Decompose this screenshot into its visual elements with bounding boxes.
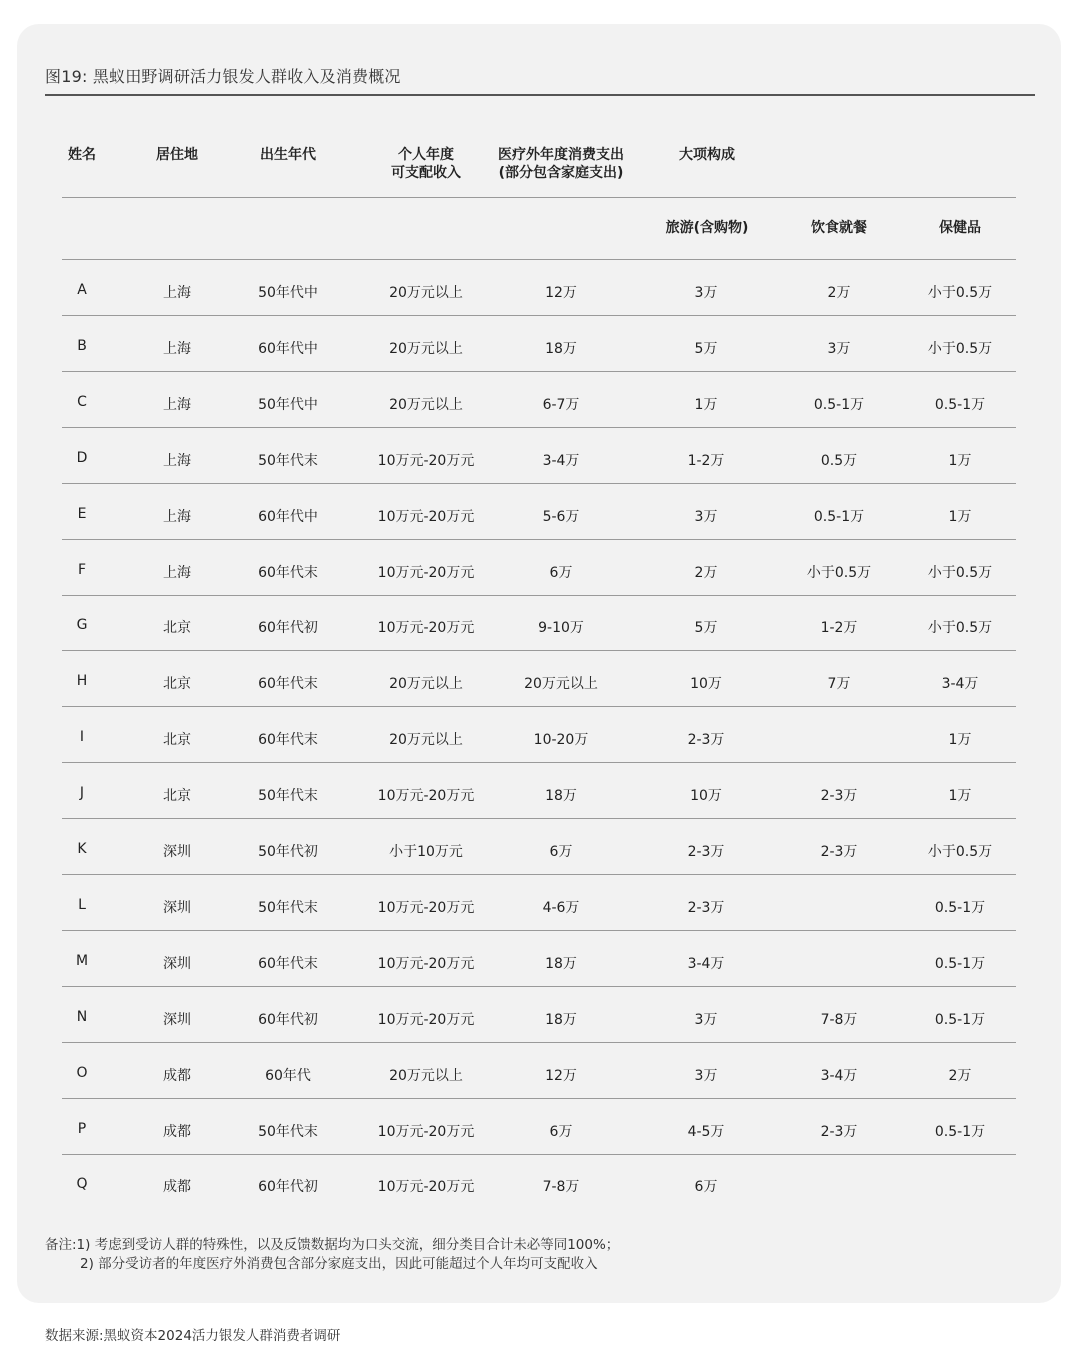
cell-income: 20万元以上 [389, 732, 463, 749]
cell-name: Q [76, 1176, 88, 1193]
row-divider [62, 818, 1016, 819]
cell-city: 上海 [163, 564, 191, 581]
header-income [356, 146, 496, 182]
cell-spend: 20万元以上 [524, 676, 598, 693]
cell-birth: 60年代末 [258, 676, 318, 693]
cell-health: 1万 [948, 788, 972, 805]
cell-travel: 1-2万 [687, 452, 725, 469]
cell-income: 10万元-20万元 [377, 1179, 475, 1196]
header-dining: 饮食就餐 [811, 220, 867, 236]
cell-city: 成都 [163, 1179, 191, 1196]
cell-health: 1万 [948, 732, 972, 749]
note-line-1: 备注:1) 考虑到受访人群的特殊性，以及反馈数据均为口头交流，细分类目合计未必等同100%； [45, 1237, 620, 1253]
header-spend [481, 146, 641, 182]
cell-name: L [78, 896, 86, 913]
cell-dining: 1-2万 [820, 620, 858, 637]
cell-income: 20万元以上 [389, 1067, 463, 1084]
cell-spend: 18万 [545, 1011, 577, 1028]
row-divider [62, 986, 1016, 987]
cell-travel: 3-4万 [687, 955, 725, 972]
header-birth: 出生年代 [260, 147, 316, 163]
cell-name: G [76, 617, 88, 634]
cell-name: J [79, 785, 85, 802]
data-source: 数据来源:黑蚁资本2024活力银发人群消费者调研 [45, 1328, 341, 1344]
cell-income: 20万元以上 [389, 285, 463, 301]
cell-income: 20万元以上 [389, 396, 463, 413]
cell-health: 小于0.5万 [927, 285, 993, 301]
cell-travel: 3万 [694, 285, 718, 301]
cell-health: 0.5-1万 [934, 1123, 986, 1140]
cell-city: 上海 [163, 396, 191, 413]
row-divider [62, 874, 1016, 875]
header-bottom-divider [62, 259, 1016, 260]
cell-spend: 10-20万 [533, 732, 589, 749]
cell-spend: 9-10万 [538, 620, 584, 637]
cell-health: 小于0.5万 [927, 340, 993, 357]
row-divider [62, 706, 1016, 707]
cell-name: H [76, 673, 88, 690]
cell-city: 深圳 [163, 899, 191, 916]
cell-travel: 6万 [694, 1179, 718, 1196]
cell-name: I [79, 729, 85, 746]
row-divider [62, 315, 1016, 316]
cell-health: 0.5-1万 [934, 1011, 986, 1028]
cell-city: 北京 [163, 620, 191, 637]
cell-health: 小于0.5万 [927, 564, 993, 581]
cell-city: 成都 [163, 1067, 191, 1084]
cell-name: P [77, 1120, 87, 1137]
cell-birth: 60年代初 [258, 1179, 318, 1196]
cell-income: 10万元-20万元 [377, 1123, 475, 1140]
cell-travel: 10万 [690, 676, 722, 693]
cell-spend: 4-6万 [542, 899, 580, 916]
cell-health: 小于0.5万 [927, 844, 993, 860]
cell-spend: 5-6万 [542, 508, 580, 525]
row-divider [62, 483, 1016, 484]
row-divider [62, 930, 1016, 931]
cell-city: 上海 [163, 508, 191, 525]
cell-birth: 50年代末 [258, 452, 318, 469]
cell-name: N [76, 1008, 88, 1025]
cell-birth: 50年代末 [258, 899, 318, 916]
cell-name: K [77, 841, 87, 857]
cell-name: C [77, 393, 87, 410]
cell-birth: 60年代末 [258, 955, 318, 972]
cell-spend: 3-4万 [542, 452, 580, 469]
header-travel: 旅游(含购物) [665, 220, 749, 236]
cell-name: E [77, 505, 87, 522]
row-divider [62, 595, 1016, 596]
header-major: 大项构成 [679, 147, 735, 163]
cell-dining: 7万 [827, 676, 851, 693]
cell-travel: 3万 [694, 508, 718, 525]
cell-dining: 2万 [827, 285, 851, 301]
header-spend-line1: 医疗外年度消费支出 [498, 147, 624, 163]
cell-birth: 60年代末 [258, 564, 318, 581]
cell-birth: 50年代中 [258, 396, 318, 413]
cell-city: 上海 [163, 452, 191, 469]
cell-city: 上海 [163, 340, 191, 357]
cell-spend: 6万 [549, 844, 573, 860]
cell-dining: 2-3万 [820, 788, 858, 805]
cell-health: 3-4万 [941, 676, 979, 693]
cell-name: F [77, 561, 87, 578]
cell-travel: 10万 [690, 788, 722, 805]
cell-income: 20万元以上 [389, 340, 463, 357]
cell-spend: 7-8万 [542, 1179, 580, 1196]
header-spend-line2: (部分包含家庭支出) [498, 165, 624, 181]
cell-spend: 12万 [545, 285, 577, 301]
cell-travel: 2-3万 [687, 899, 725, 916]
cell-name: M [75, 952, 89, 969]
cell-health: 1万 [948, 508, 972, 525]
figure-card [17, 24, 1061, 1303]
cell-travel: 4-5万 [687, 1123, 725, 1140]
cell-spend: 6-7万 [542, 396, 580, 413]
cell-income: 小于10万元 [389, 844, 463, 860]
cell-income: 10万元-20万元 [377, 452, 475, 469]
cell-name: O [76, 1064, 88, 1081]
cell-health: 小于0.5万 [927, 620, 993, 637]
cell-health: 0.5-1万 [934, 396, 986, 413]
cell-dining: 2-3万 [820, 844, 858, 860]
cell-travel: 1万 [694, 396, 718, 413]
cell-income: 10万元-20万元 [377, 508, 475, 525]
cell-dining: 2-3万 [820, 1123, 858, 1140]
cell-travel: 5万 [694, 340, 718, 357]
cell-birth: 60年代中 [258, 340, 318, 357]
cell-travel: 2-3万 [687, 844, 725, 860]
cell-income: 10万元-20万元 [377, 788, 475, 805]
cell-dining: 3-4万 [820, 1067, 858, 1084]
cell-name: D [76, 449, 88, 466]
cell-income: 10万元-20万元 [377, 620, 475, 637]
cell-city: 深圳 [163, 955, 191, 972]
cell-name: A [77, 282, 87, 298]
cell-travel: 2-3万 [687, 732, 725, 749]
cell-spend: 6万 [549, 1123, 573, 1140]
cell-income: 10万元-20万元 [377, 955, 475, 972]
cell-health: 0.5-1万 [934, 955, 986, 972]
cell-city: 北京 [163, 732, 191, 749]
cell-city: 深圳 [163, 844, 191, 860]
cell-spend: 6万 [549, 564, 573, 581]
cell-spend: 12万 [545, 1067, 577, 1084]
header-city: 居住地 [156, 147, 198, 163]
cell-travel: 2万 [694, 564, 718, 581]
cell-health: 2万 [948, 1067, 972, 1084]
title-divider [45, 94, 1035, 96]
cell-city: 北京 [163, 676, 191, 693]
cell-dining: 0.5-1万 [813, 508, 865, 525]
cell-birth: 50年代中 [258, 285, 318, 301]
cell-dining: 0.5万 [820, 452, 858, 469]
cell-health: 0.5-1万 [934, 899, 986, 916]
cell-birth: 50年代末 [258, 1123, 318, 1140]
cell-health: 1万 [948, 452, 972, 469]
cell-birth: 50年代末 [258, 788, 318, 805]
header-income-line2: 可支配收入 [391, 165, 461, 181]
cell-travel: 3万 [694, 1011, 718, 1028]
cell-city: 成都 [163, 1123, 191, 1140]
note-line-2: 2) 部分受访者的年度医疗外消费包含部分家庭支出，因此可能超过个人年均可支配收入 [80, 1256, 598, 1272]
row-divider [62, 539, 1016, 540]
header-name: 姓名 [68, 147, 96, 163]
row-divider [62, 427, 1016, 428]
row-divider [62, 1098, 1016, 1099]
row-divider [62, 650, 1016, 651]
cell-dining: 3万 [827, 340, 851, 357]
cell-city: 深圳 [163, 1011, 191, 1028]
header-health: 保健品 [939, 220, 981, 236]
cell-city: 上海 [163, 285, 191, 301]
row-divider [62, 762, 1016, 763]
cell-city: 北京 [163, 788, 191, 805]
cell-dining: 7-8万 [820, 1011, 858, 1028]
cell-dining: 0.5-1万 [813, 396, 865, 413]
cell-income: 10万元-20万元 [377, 1011, 475, 1028]
cell-income: 10万元-20万元 [377, 899, 475, 916]
cell-spend: 18万 [545, 340, 577, 357]
cell-travel: 5万 [694, 620, 718, 637]
figure-title: 图19: 黑蚁田野调研活力银发人群收入及消费概况 [45, 67, 401, 86]
cell-birth: 60年代初 [258, 620, 318, 637]
cell-birth: 60年代 [265, 1067, 311, 1084]
cell-travel: 3万 [694, 1067, 718, 1084]
cell-spend: 18万 [545, 955, 577, 972]
cell-birth: 60年代末 [258, 732, 318, 749]
cell-income: 10万元-20万元 [377, 564, 475, 581]
row-divider [62, 1042, 1016, 1043]
cell-birth: 60年代中 [258, 508, 318, 525]
row-divider [62, 371, 1016, 372]
cell-birth: 50年代初 [258, 844, 318, 860]
cell-income: 20万元以上 [389, 676, 463, 693]
row-divider [62, 1154, 1016, 1155]
cell-spend: 18万 [545, 788, 577, 805]
cell-name: B [77, 337, 87, 354]
cell-birth: 60年代初 [258, 1011, 318, 1028]
cell-dining: 小于0.5万 [806, 564, 872, 581]
header-income-line1: 个人年度 [398, 147, 454, 163]
header-divider [62, 197, 1016, 198]
